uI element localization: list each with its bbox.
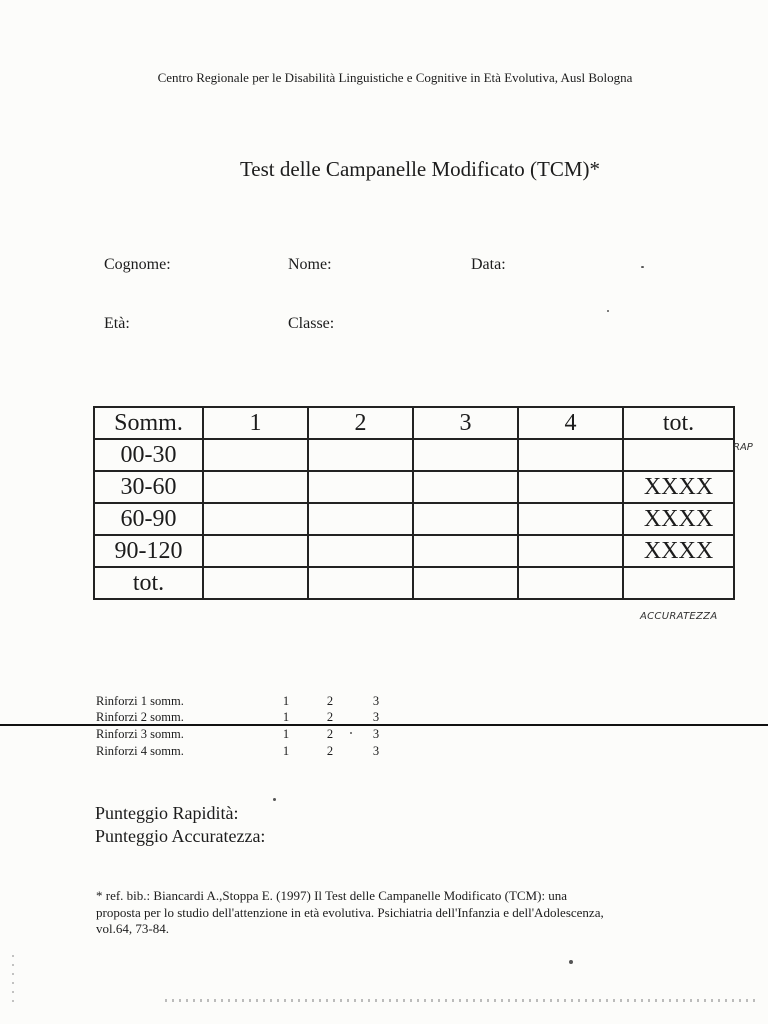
rinforzi-label: Rinforzi 2 somm.: [96, 710, 184, 724]
table-cell: XXXX: [623, 503, 734, 535]
scan-noise: [165, 999, 755, 1002]
table-cell: [308, 439, 413, 471]
table-cell: [518, 471, 623, 503]
table-cell: [203, 503, 308, 535]
punteggio-accuratezza-label: Punteggio Accuratezza:: [95, 826, 266, 846]
horizontal-divider: [0, 724, 768, 726]
table-cell: [203, 535, 308, 567]
scan-speck: [607, 310, 609, 312]
rinforzi-label: Rinforzi 1 somm.: [96, 694, 184, 708]
document-title: Test delle Campanelle Modificato (TCM)*: [239, 157, 601, 181]
table-cell: XXXX: [623, 471, 734, 503]
table-cell: [518, 439, 623, 471]
table-cell: [413, 567, 518, 599]
rinforzi-value: 2: [326, 694, 334, 708]
table-cell: [308, 567, 413, 599]
header-cell: 4: [518, 407, 623, 439]
nome-field-label: Nome:: [288, 256, 332, 273]
punteggio-rapidita-label: Punteggio Rapidità:: [95, 803, 239, 823]
rinforzi-value: 2: [326, 744, 334, 758]
rinforzi-value: 3: [372, 694, 380, 708]
header-cell: 2: [308, 407, 413, 439]
header-cell: tot.: [623, 407, 734, 439]
handwritten-rap-note: RAP: [733, 442, 753, 453]
header-cell: 1: [203, 407, 308, 439]
eta-field-label: Età:: [104, 315, 130, 332]
rinforzi-value: 3: [372, 744, 380, 758]
scan-speck: [273, 798, 276, 801]
table-cell: [413, 535, 518, 567]
rinforzi-value: 1: [282, 710, 290, 724]
rinforzi-value: 2: [326, 727, 334, 741]
table-header-row: [94, 407, 734, 439]
table-row: [94, 535, 734, 567]
table-cell: [203, 567, 308, 599]
rinforzi-value: 3: [372, 727, 380, 741]
rinforzi-value: 1: [282, 727, 290, 741]
score-table: [93, 406, 735, 600]
rinforzi-value: 1: [282, 694, 290, 708]
table-cell: [308, 503, 413, 535]
data-field-label: Data:: [471, 256, 506, 273]
rinforzi-value: 1: [282, 744, 290, 758]
classe-field-label: Classe:: [288, 315, 335, 332]
table-row: [94, 503, 734, 535]
table-cell: [413, 471, 518, 503]
table-cell: [413, 439, 518, 471]
row-label: tot.: [94, 567, 203, 599]
row-label: 30-60: [94, 471, 203, 503]
table-cell: [203, 439, 308, 471]
table-cell: XXXX: [623, 535, 734, 567]
table-cell: [623, 439, 734, 471]
table-cell: [518, 567, 623, 599]
reference-line: vol.64, 73-84.: [96, 921, 169, 936]
institution-header: Centro Regionale per le Disabilità Linguistiche e Cognitive in Età Evolutiva, Ausl Bologna: [157, 70, 633, 85]
rinforzi-value: 3: [372, 710, 380, 724]
rinforzi-label: Rinforzi 3 somm.: [96, 727, 184, 741]
table-cell: [518, 535, 623, 567]
table-cell: [623, 567, 734, 599]
header-cell: Somm.: [94, 407, 203, 439]
table-row: [94, 567, 734, 599]
scan-noise: [12, 955, 14, 1005]
row-label: 00-30: [94, 439, 203, 471]
rinforzi-label: Rinforzi 4 somm.: [96, 744, 184, 758]
table-cell: [308, 535, 413, 567]
table-cell: [413, 503, 518, 535]
header-cell: 3: [413, 407, 518, 439]
rinforzi-value: 2: [326, 710, 334, 724]
handwritten-accuratezza-note: ACCURATEZZA: [640, 611, 718, 622]
table-row: [94, 471, 734, 503]
scan-speck: [569, 960, 573, 964]
table-row: [94, 439, 734, 471]
reference-line: proposta per lo studio dell'attenzione in età evolutiva. Psichiatria dell'Infanzia e dell'Adolescenza,: [96, 905, 604, 920]
reference-line: * ref. bib.: Biancardi A.,Stoppa E. (1997) Il Test delle Campanelle Modificato (TCM): una: [96, 888, 568, 903]
table-cell: [203, 471, 308, 503]
row-label: 90-120: [94, 535, 203, 567]
scan-speck: [641, 266, 644, 268]
scan-speck: [350, 732, 352, 734]
table-cell: [308, 471, 413, 503]
cognome-field-label: Cognome:: [104, 256, 171, 273]
table-cell: [518, 503, 623, 535]
row-label: 60-90: [94, 503, 203, 535]
